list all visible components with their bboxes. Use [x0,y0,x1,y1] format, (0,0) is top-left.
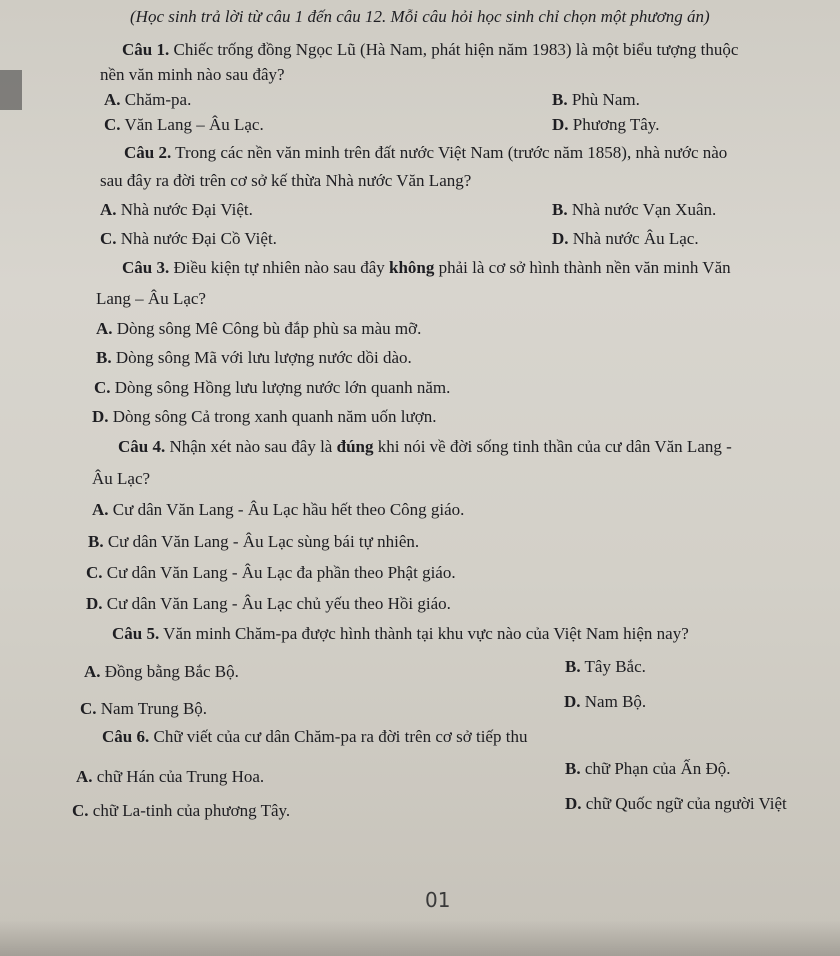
question-3-option-a [96,318,421,340]
option-text: Dòng sông Hồng lưu lượng nước lớn quanh năm. [110,378,451,397]
option-text: Nhà nước Đại Việt. [116,200,253,219]
question-4-option-d [86,593,451,615]
question-4-text-cont: khi nói về đời sống tinh thần của cư dân Văn Lang - [373,437,732,456]
question-4-option-c [86,562,456,584]
question-5-label: Câu 5. [112,624,160,643]
option-text: Nhà nước Đại Cồ Việt. [116,229,277,248]
option-key: D. [565,794,582,813]
option-text: chữ Phạn của Ấn Độ. [580,759,731,778]
option-text: chữ La-tinh của phương Tây. [88,801,291,820]
option-key: C. [72,801,89,820]
option-text: Cư dân Văn Lang - Âu Lạc chủ yếu theo Hồi giáo. [102,594,451,613]
question-2-option-b [552,199,716,221]
option-text: Phương Tây. [568,115,660,134]
question-5-line-1 [112,623,689,645]
option-text: Cư dân Văn Lang - Âu Lạc hầu hết theo Công giáo. [108,500,465,519]
option-key: B. [552,200,568,219]
question-1-option-b [552,89,640,111]
question-3-text-cont: phải là cơ sở hình thành nền văn minh Văn [434,258,731,277]
question-4-option-a [92,499,464,521]
question-1-option-a [104,89,191,111]
question-3-label: Câu 3. [122,258,170,277]
question-5-option-b [565,656,646,678]
option-text: Chăm-pa. [120,90,192,109]
question-2-line-2: sau đây ra đời trên cơ sở kế thừa Nhà nước Văn Lang? [100,171,472,190]
option-key: A. [100,200,117,219]
option-text: chữ Hán của Trung Hoa. [92,767,265,786]
question-1-option-c [104,114,264,136]
option-key: D. [564,692,581,711]
option-key: C. [100,229,117,248]
question-5-option-d [564,691,646,713]
option-key: A. [104,90,121,109]
option-text: Đồng bằng Bắc Bộ. [100,662,239,681]
question-1-label: Câu 1. [122,40,170,59]
option-key: C. [86,563,103,582]
question-3-option-c [94,377,450,399]
option-key: B. [565,657,581,676]
option-key: B. [96,348,112,367]
question-2-option-c [100,228,277,250]
question-6-option-a [76,766,264,788]
option-text: chữ Quốc ngữ của người Việt [581,794,787,813]
question-3-line-2: Lang – Âu Lạc? [96,289,206,308]
option-key: A. [92,500,109,519]
emphasis-word: đúng [336,437,374,456]
page-bottom-shadow [0,920,840,956]
question-6-option-b [565,758,731,780]
option-text: Dòng sông Mã với lưu lượng nước dồi dào. [111,348,412,367]
option-key: C. [104,115,121,134]
question-4-line-1 [118,436,732,458]
option-key: B. [552,90,568,109]
question-4-text: Nhận xét nào sau đây là [165,437,337,456]
question-6-option-d [565,793,787,815]
question-6-label: Câu 6. [102,727,150,746]
option-text: Nam Bộ. [580,692,647,711]
option-text: Dòng sông Mê Công bù đắp phù sa màu mỡ. [112,319,422,338]
option-text: Tây Bắc. [580,657,646,676]
option-text: Cư dân Văn Lang - Âu Lạc sùng bái tự nhiên. [103,532,420,551]
option-text: Cư dân Văn Lang - Âu Lạc đa phần theo Phật giáo. [102,563,456,582]
question-4-label: Câu 4. [118,437,166,456]
option-text: Nam Trung Bộ. [96,699,208,718]
option-key: B. [88,532,104,551]
question-1-option-d [552,114,659,136]
question-3-line-1 [122,257,731,279]
question-6-line-1 [102,726,527,748]
option-key: D. [552,229,569,248]
handwritten-page-mark: 01 [425,888,451,912]
option-key: A. [96,319,113,338]
option-key: C. [94,378,111,397]
question-3-option-d [92,406,436,428]
question-2-option-a [100,199,253,221]
option-text: Nhà nước Vạn Xuân. [567,200,717,219]
option-key: C. [80,699,97,718]
question-5-option-a [84,661,239,683]
question-3-text: Điều kiện tự nhiên nào sau đây [169,258,390,277]
option-key: A. [84,662,101,681]
question-6-option-c [72,800,290,822]
question-1-text: Chiếc trống đồng Ngọc Lũ (Hà Nam, phát hiện năm 1983) là một biểu tượng thuộc [169,40,739,59]
option-key: B. [565,759,581,778]
question-4-line-2: Âu Lạc? [92,469,151,488]
option-text: Dòng sông Cả trong xanh quanh năm uốn lượn. [108,407,437,426]
option-key: A. [76,767,93,786]
question-2-text: Trong các nền văn minh trên đất nước Việt Nam (trước năm 1858), nhà nước nào [171,143,728,162]
question-2-label: Câu 2. [124,143,172,162]
question-6-text: Chữ viết của cư dân Chăm-pa ra đời trên cơ sở tiếp thu [149,727,528,746]
option-text: Văn Lang – Âu Lạc. [120,115,264,134]
question-1-line-2: nền văn minh nào sau đây? [100,65,285,84]
option-text: Phù Nam. [567,90,640,109]
option-key: D. [552,115,569,134]
question-5-text: Văn minh Chăm-pa được hình thành tại khu vực nào của Việt Nam hiện nay? [159,624,689,643]
option-key: D. [86,594,103,613]
question-2-option-d [552,228,699,250]
question-4-option-b [88,531,419,553]
instruction-header: (Học sinh trả lời từ câu 1 đến câu 12. Mỗi câu hỏi học sinh chỉ chọn một phương án) [130,7,710,26]
page-edge-shadow [0,70,22,110]
question-3-option-b [96,347,412,369]
question-1-line-1 [122,39,738,61]
emphasis-word: không [389,258,435,277]
question-5-option-c [80,698,207,720]
option-text: Nhà nước Âu Lạc. [568,229,699,248]
option-key: D. [92,407,109,426]
question-2-line-1 [124,142,727,164]
